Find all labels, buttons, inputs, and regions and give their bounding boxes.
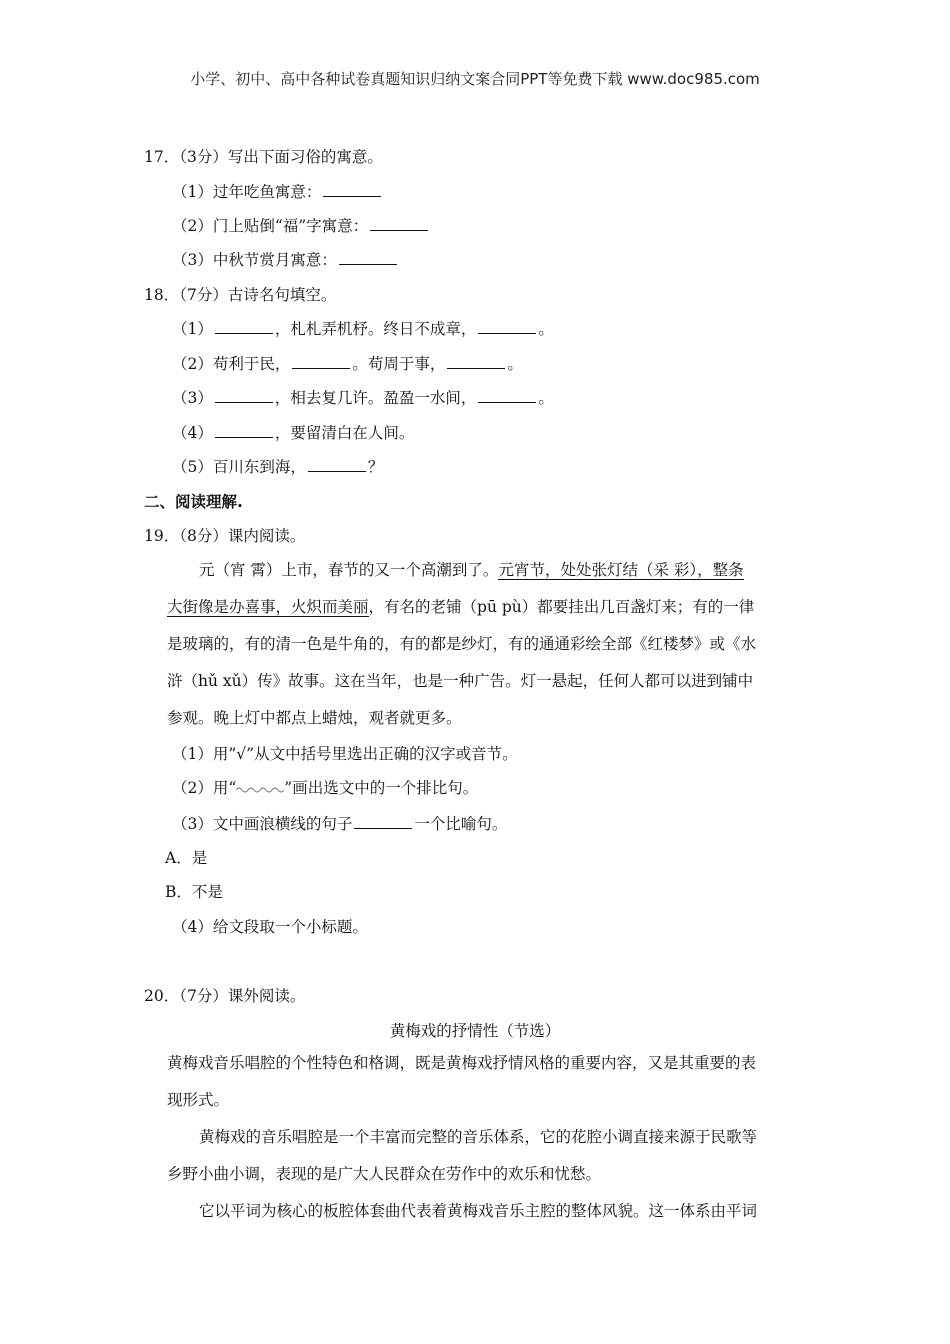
answer-blank[interactable] — [478, 318, 536, 334]
answer-blank[interactable] — [478, 387, 536, 403]
section-title: 二、阅读理解. — [144, 493, 243, 511]
option-a[interactable]: A．是 — [165, 849, 208, 867]
answer-blank[interactable] — [339, 249, 397, 265]
answer-blank[interactable] — [215, 318, 273, 334]
question-18-item-4: （4） ，要留清白在人间。 — [172, 424, 415, 442]
question-19-sub-3: （3）文中画浪横线的句子 一个比喻句。 — [172, 815, 508, 833]
question-19-sub-1: （1）用”√”从文中括号里选出正确的汉字或音节。 — [172, 745, 518, 763]
answer-blank[interactable] — [323, 181, 381, 197]
question-17-title: 17．（3分）写出下面习俗的寓意。 — [144, 148, 383, 166]
question-18-item-1: （1） ，札札弄机杼。终日不成章， 。 — [172, 320, 554, 338]
underlined-sentence: 大街像是办喜事，火炽而美丽 — [167, 598, 369, 616]
option-b[interactable]: B．不是 — [165, 883, 223, 901]
answer-blank[interactable] — [215, 387, 273, 403]
answer-blank[interactable] — [215, 422, 273, 438]
question-20-title: 20．（7分）课外阅读。 — [144, 987, 306, 1005]
question-19-title: 19．（8分）课内阅读。 — [144, 527, 306, 545]
question-20-passage: 黄梅戏音乐唱腔的个性特色和格调，既是黄梅戏抒情风格的重要内容，又是其重要的表 现形式。 黄梅戏的音乐唱腔是一个丰富而完整的音乐体系，它的花腔小调直接来源于民歌等 乡野小曲小调，表现的是广大人民群众在劳作中的欢乐和忧愁。 它以平词为核心的板腔体套曲代表着黄梅戏音乐主腔的整体风貌。这一体系由平词 — [167, 1054, 758, 1220]
question-17-item-1: （1）过年吃鱼寓意： — [172, 181, 383, 203]
question-19-sub-2: （2）用“ ”画出选文中的一个排比句。 — [172, 779, 479, 797]
answer-blank[interactable] — [308, 456, 366, 472]
question-18-item-5: （5）百川东到海， ？ — [172, 458, 384, 476]
question-18-item-3: （3） ，相去复几许。盈盈一水间， 。 — [172, 389, 554, 407]
article-heading: 黄梅戏的抒情性（节选） — [389, 1022, 561, 1040]
question-17-item-3: （3）中秋节赏月寓意： — [172, 249, 399, 271]
answer-blank[interactable] — [354, 813, 412, 829]
question-19-sub-4: （4）给文段取一个小标题。 — [172, 918, 368, 936]
question-18-item-2: （2）苟利于民， 。苟周于事， 。 — [172, 355, 523, 373]
question-18-title: 18．（7分）古诗名句填空。 — [144, 286, 337, 304]
page-header: 小学、初中、高中各种试卷真题知识归纳文案合同PPT等免费下载 www.doc985.com — [190, 70, 760, 88]
wavy-line-icon — [236, 783, 284, 793]
answer-blank[interactable] — [447, 353, 505, 369]
underlined-sentence: 元宵节，处处张灯结（采 彩），整条 — [498, 561, 744, 579]
answer-blank[interactable] — [370, 215, 428, 231]
question-17-item-2: （2）门上贴倒“福”字寓意： — [172, 215, 430, 237]
question-19-passage: 元（宵 霄）上市，春节的又一个高潮到了。元宵节，处处张灯结（采 彩），整条 大街像是办喜事，火炽而美丽，有名的老铺（pū pù）都要挂出几百盏灯来；有的一律 是玻璃的，有的清一色是牛角的，有的都是纱灯，有的通通彩绘全部《红楼梦》或《水 浒（hǔ xǔ）传》故事。这在当年，也是一种广告。灯一悬起，任何人都可以进到铺中 参观。晚上灯中都点上蜡烛，观者就更多。 — [167, 561, 757, 727]
answer-blank[interactable] — [292, 353, 350, 369]
